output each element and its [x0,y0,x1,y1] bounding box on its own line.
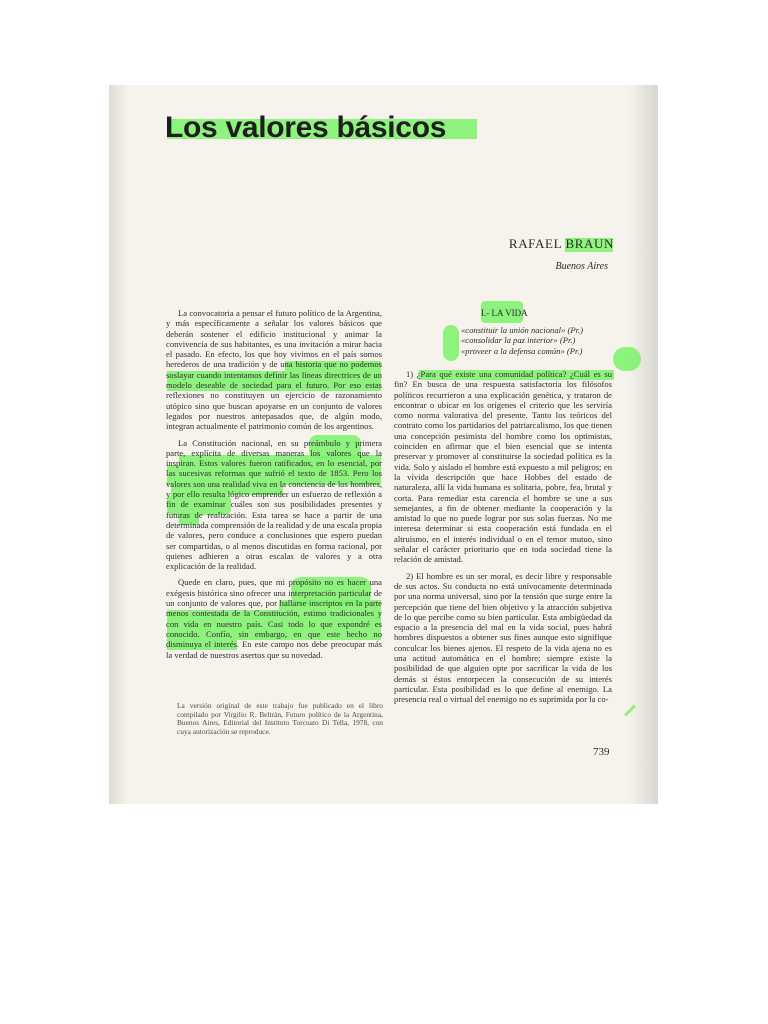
paragraph: La Constitución nacional, en su preámbulo y primera parte, explícita de diversas maneras los valores que la inspiran. Estos valores fueron ratificados, en lo esencial, por las sucesivas reformas que sufrió el texto de 1853. Pero los valores son una realidad viva en la conciencia de los hombres, y por ello resulta lógico emprender un esfuerzo de reflexión a fin de examinar cuáles son sus posibilidades presentes y futuras de realización. Esta tarea se hace a partir de una determinada comprensión de la realidad y de una escala propia de valores, pero conduce a conclusiones que espero puedan ser compartidas, o al menos discutidas en forma racional, por quienes adhieren a otras escalas de valores y a otra explicación de la realidad. [166,437,382,572]
highlight-bracket [443,325,459,361]
paragraph: La convocatoria a pensar el futuro político de la Argentina, y más específicamente a señalar los valores básicos que deberán sostener el edificio institucional y animar la convivencia de sus habitantes, es una invitación a mirar hacia el pasado. En efecto, los que hoy vivimos en el país somos herederos de una tradición y de una historia que no podemos soslayar cuando intentamos definir las líneas directrices de un modelo deseable de sociedad para el futuro. Por eso estas reflexiones no constituyen un ejercicio de razonamiento utópico sino que buscan apoyarse en un conjunto de valores legados por nuestros antepasados que, de algún modo, integran actualmente el patrimonio común de los argentinos. [166,308,382,432]
epigraph: «proveer a la defensa común» (Pr.) [461,345,583,356]
left-column [166,308,382,666]
section-heading: I.- LA VIDA [481,308,528,318]
spine-shadow [109,85,127,804]
epigraph: «constituir la unión nacional» (Pr.) [461,325,583,335]
right-column [394,369,612,711]
paragraph: Quede en claro, pues, que mi propósito no es hacer una exégesis histórica sino ofrecer una interpretación particular de un conjunto de valores que, por hallarse inscriptos en la parte menos contestada de la Constitución, estimo tradicionales y con vida en nuestro país. Casi todo lo que expondré es conocido. Confío, sin embargo, en que este hecho no disminuya el interés. En este campo nos debe preocupar más la verdad de nuestros asertos que su novedad. [166,577,382,660]
edge-shadow [628,85,658,804]
epigraph: «consolidar la paz interior» (Pr.) [461,335,576,346]
author-city: Buenos Aires [555,261,608,272]
paragraph: 1) ¿Para qué existe una comunidad política? ¿Cuál es su fin? En busca de una respuesta satisfactoria los filósofos políticos recurrieron a una explicación genética, y trataron de encontrar o ubicar en los orígenes el criterio que les serviría como norma valorativa del presente. Tanto los teóricos del contrato como los partidarios del patriarcalismo, los que tienen una concepción pesimista del hombre como los optimistas, coinciden en afirmar que el bien esencial que se intenta preservar y promover al constituirse la sociedad política es la vida. Solo y aislado el hombre está expuesto a mil peligros; en la vívida descripción que hace Hobbes del estado de naturaleza, allí la vida humana es solitaria, pobre, fea, brutal y corta. Para remediar esta carencia el hombre se une a sus semejantes, a fin de obtener mediante la cooperación y la amistad lo que no puede lograr por sus solas fuerzas. No me interesa determinar si esta cooperación está fundada en el altruismo, en el interés individual o en el temor mutuo, sino señalar el carácter prioritario que en toda sociedad tiene la relación de amistad. [394,369,612,565]
paragraph: 2) El hombre es un ser moral, es decir libre y responsable de sus actos. Su conducta no está unívocamente determinada por una norma universal, sino por la tensión que surge entre la percepción que tiene del bien objetivo y la atracción subjetiva de lo que percibe como su bien particular. Esta ambigüedad da espacio a la presencia del mal en la vida social, pues habrá hombres dispuestos a obtener sus fines aunque esto signifique conculcar los bienes ajenos. El respeto de la vida ajena no es una actitud automática en el hombre; siempre existe la posibilidad de que alguien opte por sacrificar la vida de los demás si éstos entorpecen la consecución de su interés particular. Esta posibilidad es lo que define al enemigo. La presencia real o virtual del enemigo no es suprimida por la co- [394,570,612,705]
page-number: 739 [593,746,610,758]
highlight-epigraph-end [613,347,641,371]
author-name: RAFAEL BRAUN [508,236,614,251]
footnote: La versión original de este trabajo fue publicado en el libro compilado por Virgilio R. Beltrán, Futuro político de la Argentina, Buenos Aires, Editorial del Instituto Torcuato Di Tella, 1978, con cuya autorización se reproduce. [177,701,383,736]
scanned-page [109,85,658,804]
article-title: Los valores básicos [165,111,447,144]
epigraphs [461,325,583,356]
